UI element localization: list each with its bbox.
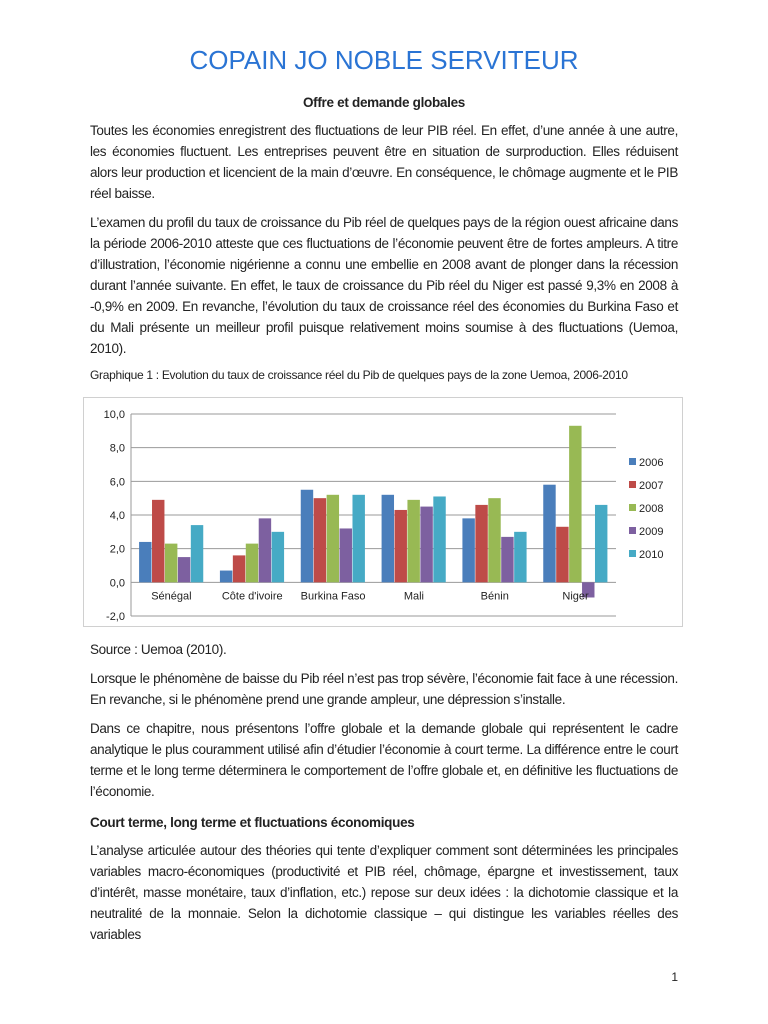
legend-label: 2006: [639, 457, 664, 469]
bar-2006: [139, 542, 151, 582]
bar-2010: [191, 525, 203, 582]
paragraph: Lorsque le phénomène de baisse du Pib réel n’est pas trop sévère, l’économie fait face à une récession. En revanche, si le phénomène prend une grande ampleur, une dépression s’installe.: [90, 671, 678, 707]
legend-label: 2007: [639, 480, 664, 492]
source-note: Source : Uemoa (2010).: [90, 642, 227, 657]
legend-swatch: [629, 458, 636, 465]
bar-2007: [233, 555, 245, 582]
bar-2006: [462, 518, 474, 582]
bar-2009: [340, 528, 352, 582]
paragraph: Dans ce chapitre, nous présentons l’offre globale et la demande globale qui représentent le cadre analytique le plus couramment utilisé afin d’étudier l’économie à court terme. La différence entre le court terme et le long terme déterminera le comportement de l’offre globale et, en définitive les fluctuations de l’économie.: [90, 721, 678, 799]
legend-swatch: [629, 550, 636, 557]
legend-swatch: [629, 481, 636, 488]
bar-2006: [543, 485, 555, 583]
bar-2007: [314, 498, 326, 582]
bar-2006: [382, 495, 394, 583]
document-title: COPAIN JO NOBLE SERVITEUR: [189, 45, 579, 75]
paragraph: L’analyse articulée autour des théories qui tente d’expliquer comment sont déterminées les principales variables macro-économiques (productivité et PIB réel, chômage, épargne et investissement, taux d’intérêt, masse monétaire, taux d’inflation, etc.) repose sur deux idées : la dichotomie classique et la neutralité de la monnaie. Selon la dichotomie classique – qui distingue les variables réelles des variables: [90, 843, 678, 942]
y-tick-label: 6,0: [109, 476, 125, 489]
bar-2008: [569, 426, 581, 583]
bar-2010: [272, 532, 284, 583]
x-tick-label: Mali: [403, 590, 425, 603]
y-tick-label: -2,0: [106, 611, 125, 623]
bar-2010: [352, 495, 364, 583]
y-tick-label: 8,0: [109, 442, 125, 455]
bar-2008: [488, 498, 500, 582]
legend-label: 2008: [639, 503, 664, 515]
section-heading: Offre et demande globales: [302, 95, 466, 110]
bar-2007: [556, 527, 568, 583]
bar-2009: [178, 557, 190, 582]
bar-2008: [407, 500, 419, 582]
bar-2009: [259, 518, 271, 582]
chart-svg: [84, 398, 682, 626]
legend-label: 2010: [639, 549, 664, 561]
bar-chart: [83, 397, 683, 627]
bar-2010: [514, 532, 526, 583]
bar-2009: [420, 507, 432, 583]
x-tick-label: Niger: [562, 590, 589, 603]
bar-2006: [220, 571, 232, 583]
bar-2007: [395, 510, 407, 582]
y-tick-label: 4,0: [109, 510, 125, 522]
bar-2009: [501, 537, 513, 582]
chart-caption: Graphique 1 : Evolution du taux de croissance réel du Pib de quelques pays de la zone Uemoa, 2006-2010: [90, 368, 628, 382]
y-tick-label: 2,0: [109, 543, 125, 556]
bar-2006: [301, 490, 313, 583]
bar-2007: [475, 505, 487, 582]
legend-label: 2009: [639, 526, 664, 538]
x-tick-label: Bénin: [480, 590, 509, 603]
bar-2010: [595, 505, 607, 582]
section-heading: Court terme, long terme et fluctuations économiques: [90, 815, 415, 830]
bar-2008: [327, 495, 339, 583]
y-tick-label: 0,0: [109, 577, 125, 590]
bar-2008: [165, 544, 177, 583]
x-tick-label: Burkina Faso: [300, 590, 366, 603]
x-tick-label: Côte d'ivoire: [221, 590, 283, 603]
page-number: 1: [671, 970, 678, 984]
bar-2007: [152, 500, 164, 582]
bar-2010: [433, 496, 445, 582]
bar-2008: [246, 544, 258, 583]
paragraph: L’examen du profil du taux de croissance du Pib réel de quelques pays de la région ouest africaine dans la période 2006-2010 atteste que ces fluctuations de l’économie peuvent être de fortes ampleurs. A titre d’illustration, l’économie nigérienne a connu une embellie en 2008 avant de plonger dans la récession durant l’année suivante. En effet, le taux de croissance du Pib réel du Niger est passé 9,3% en 2008 à -0,9% en 2009. En revanche, l’évolution du taux de croissance réel des économies du Burkina Faso et du Mali présente un meilleur profil puisque relativement moins soumise à des fluctuations (Uemoa, 2010).: [90, 215, 678, 356]
paragraph: Toutes les économies enregistrent des fluctuations de leur PIB réel. En effet, d’une année à une autre, les économies fluctuent. Les entreprises peuvent être en situation de surproduction. Elles réduisent alors leur production et licencient de la main d’œuvre. En conséquence, le chômage augmente et le PIB réel baisse.: [90, 123, 678, 201]
x-tick-label: Sénégal: [151, 590, 192, 603]
legend-swatch: [629, 527, 636, 534]
y-tick-label: 10,0: [103, 409, 125, 421]
legend-swatch: [629, 504, 636, 511]
